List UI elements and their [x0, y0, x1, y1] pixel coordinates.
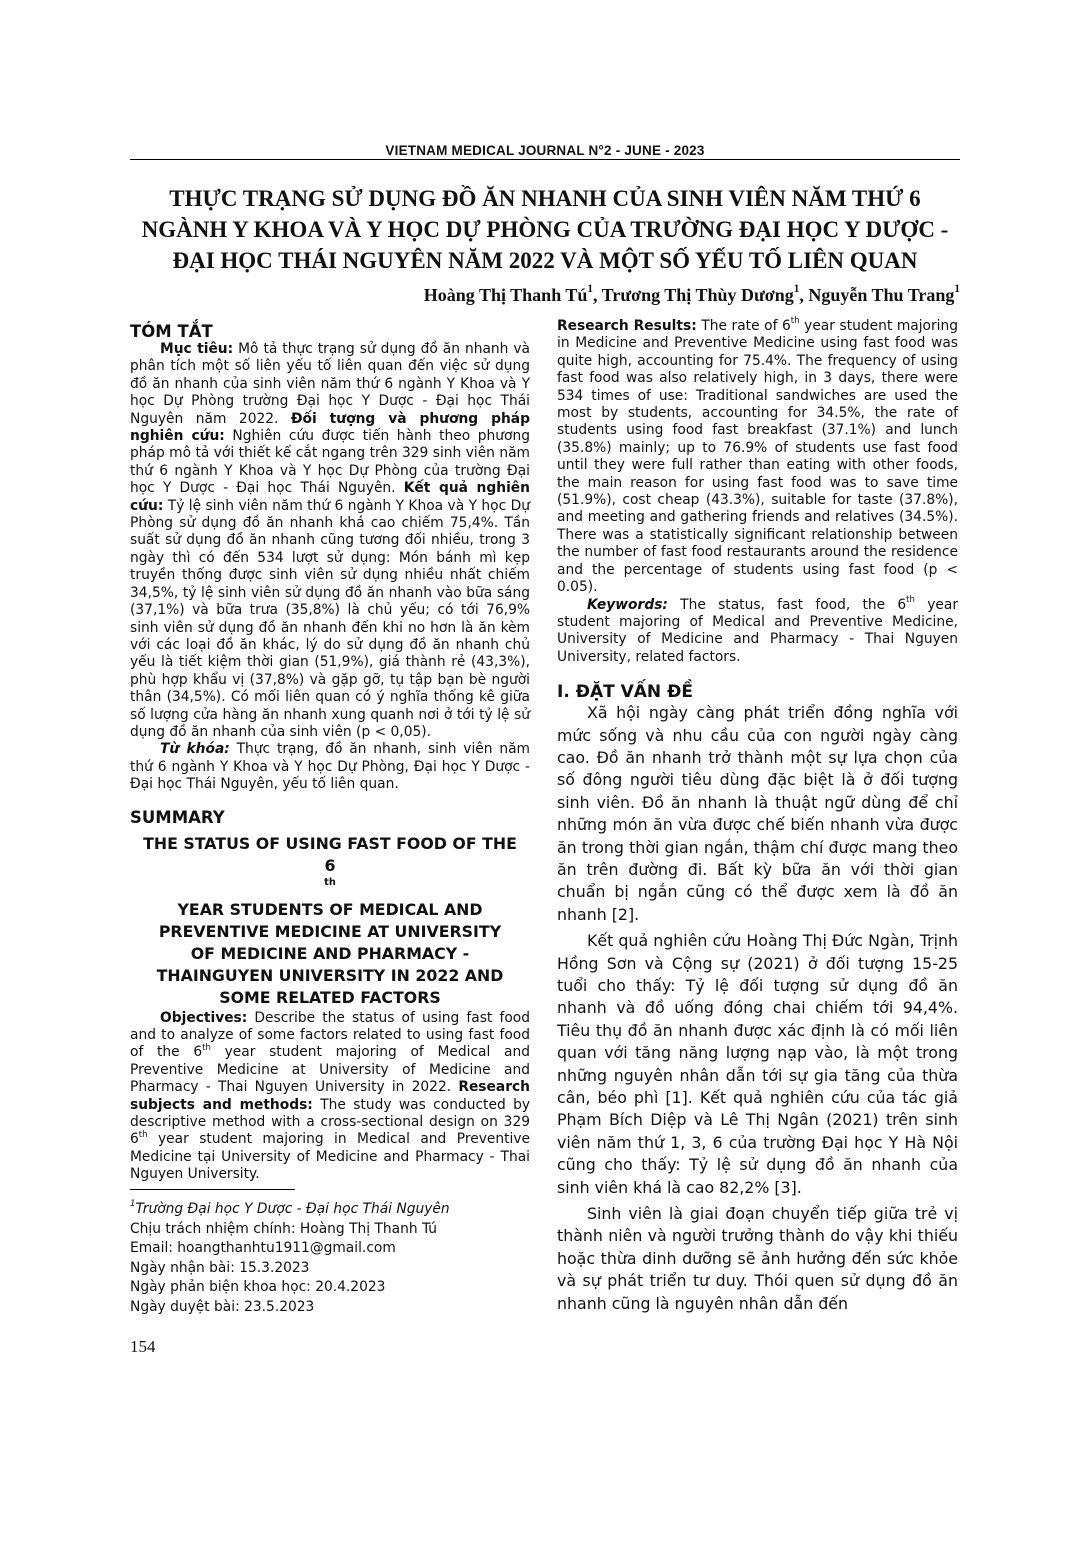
- en-title-line-3: PREVENTIVE MEDICINE AT UNIVERSITY: [158, 921, 502, 941]
- en-keyword-text-1: The status, fast food, the 6: [667, 596, 907, 613]
- vi-objective-label: Mục tiêu:: [160, 341, 234, 357]
- en-title-ordinal: 6: [324, 855, 336, 875]
- en-title-line-6: SOME RELATED FACTORS: [219, 987, 441, 1007]
- page-number: 154: [130, 1337, 156, 1356]
- footnote-mark: 1: [130, 1199, 136, 1210]
- header-rule: [130, 159, 960, 160]
- footnote-corresponding: Chịu trách nhiệm chính: Hoàng Thị Thanh Tú: [130, 1220, 438, 1237]
- vi-result-label: Kết quả nghiên cứu:: [130, 480, 530, 514]
- vi-abstract-body: [130, 341, 530, 741]
- title-line-2: NGÀNH Y KHOA VÀ Y HỌC DỰ PHÒNG CỦA TRƯỜNG ĐẠI HỌC Y DƯỢC -: [141, 217, 949, 242]
- en-abstract-body-cont: [557, 318, 958, 597]
- en-objective-sup: th: [202, 1042, 211, 1053]
- en-keyword-text-2: year student majoring of Medical and Preventive Medicine, University of Medicine and Pharmacy - Thai Nguyen University, related factors.: [557, 596, 958, 665]
- footnotes: [130, 1200, 530, 1318]
- en-objective-label: Objectives:: [160, 1009, 248, 1026]
- en-keyword-label: Keywords:: [587, 596, 668, 613]
- author-1-affiliation: 1: [587, 283, 593, 296]
- en-title-line-4: OF MEDICINE AND PHARMACY -: [190, 943, 470, 963]
- en-objective-text-2: year student majoring of Medical and Preventive Medicine at University of Medicine and Pharmacy - Thai Nguyen University in 2022.: [130, 1044, 530, 1096]
- en-title-line-5: THAINGUYEN UNIVERSITY IN 2022 AND: [156, 965, 504, 985]
- vi-method-label: Đối tượng và phương pháp nghiên cứu:: [130, 410, 530, 445]
- en-title: [130, 833, 530, 1009]
- vi-result-text: Tỷ lệ sinh viên năm thứ 6 ngành Y Khoa và Y học Dự Phòng sử dụng đồ ăn nhanh khá cao chiếm 75,4%. Tần suất sử dụng đồ ăn nhanh cũng tương đối nhiều, trong 3 ngày thì có đến 534 lượt sử dụng: Món bánh mì kẹp truyền thống được sinh viên sử dụng nhiều nhất chiếm 34,5%, tỷ lệ sinh viên sử dụng đồ ăn nhanh vào bữa sáng (37,1%) và bữa trưa (35,8%) là chủ yếu; có tới 76,9% sinh viên sử dụng đồ ăn nhanh đến khi no hơn là ăn kèm với các loại đồ ăn khác, lý do sử dụng đồ ăn nhanh chủ yếu là tiết kiệm thời gian (51,9%), giá thành rẻ (43,3%), phù hợp khẩu vị (37,8%) và gặp gỡ, tụ tập bạn bè người thân (34,5%). Có mối liên quan có ý nghĩa thống kê giữa số lượng cửa hàng ăn nhanh xung quanh nơi ở tới tỷ lệ sử dụng đồ ăn nhanh của sinh viên (p < 0,05).: [130, 497, 530, 740]
- footnote-reviewed: Ngày phản biện khoa học: 20.4.2023: [130, 1279, 386, 1296]
- en-result-text-2: year student majoring in Medicine and Preventive Medicine using fast food was quite high, accounting for 75.4%. The frequency of using fast food was also relatively high, in 3 days, there were 534 times of use: Traditional sandwiches are used the most by students, accounting for 34.5%, the rate of students using food fast breakfast (37.1%) and lunch (35.8%) mainly; up to 76.9% of students use fast food until they were full rather than eating with other foods, the main reason for using fast food was to save time (51.9%), cost cheap (43.3%), suitable for taste (37.8%), and meeting and gathering friends and relatives (34.5%). There was a statistically significant relationship between the number of fast food restaurants around the residence and the percentage of students using fast food (p < 0.05).: [557, 318, 958, 596]
- right-column: [557, 318, 958, 1315]
- vi-abstract-heading: TÓM TẮT: [130, 322, 213, 341]
- author-3-affiliation: 1: [954, 283, 960, 296]
- author-2: Trương Thị Thùy Dương: [601, 285, 794, 305]
- title-line-3: ĐẠI HỌC THÁI NGUYÊN NĂM 2022 VÀ MỘT SỐ YẾU TỐ LIÊN QUAN: [172, 248, 918, 273]
- vi-keyword-label: Từ khóa:: [160, 741, 230, 758]
- en-result-sup: th: [790, 316, 800, 327]
- author-1: Hoàng Thị Thanh Tú: [423, 285, 588, 305]
- en-objective-text-1: Describe the status of using fast food and to analyze of some factors related to using fast food of the 6: [130, 1009, 530, 1061]
- footnote-email: Email: hoangthanhtu1911@gmail.com: [130, 1240, 396, 1257]
- vi-method-text: Nghiên cứu được tiến hành theo phương pháp mô tả với thiết kế cắt ngang trên 329 sinh viên năm thứ 6 ngành Y Khoa và Y học Dự Phòng của trường Đại học Y Dược - Đại học Thái Nguyên.: [130, 428, 530, 497]
- en-keywords: [557, 594, 958, 667]
- footnote-affiliation: [130, 1200, 530, 1220]
- en-abstract-body-start: [130, 1010, 530, 1184]
- footnote-received: Ngày nhận bài: 15.3.2023: [130, 1259, 310, 1276]
- title-line-1: THỰC TRẠNG SỬ DỤNG ĐỒ ĂN NHANH CỦA SINH VIÊN NĂM THỨ 6: [169, 186, 921, 211]
- section-1-paragraph-1: Xã hội ngày càng phát triển đồng nghĩa với mức sống và nhu cầu của con người ngày càng cao. Đồ ăn nhanh trở thành một sự lựa chọn của số đông người tiêu dùng đặc biệt là ở đối tượng sinh viên. Đồ ăn nhanh là thuật ngữ dùng để chỉ những món ăn vừa được chế biến nhanh vừa được ăn trong thời gian ngắn, thậm chí được mang theo ăn trên đường đi. Bất kỳ bữa ăn với thời gian chuẩn bị ngắn cũng có thể được xem là đồ ăn nhanh [2].: [557, 703, 958, 924]
- author-3: Nguyễn Thu Trang: [808, 285, 955, 305]
- vi-keywords: [130, 741, 530, 793]
- footnote-accepted: Ngày duyệt bài: 23.5.2023: [130, 1298, 315, 1315]
- en-result-label: Research Results:: [557, 318, 697, 334]
- author-separator: ,: [799, 285, 809, 305]
- en-method-label: Research subjects and methods:: [130, 1079, 530, 1113]
- left-column: [130, 322, 530, 1184]
- en-result-text-1: The rate of 6: [696, 318, 791, 334]
- section-1-paragraph-2: Kết quả nghiên cứu Hoàng Thị Đức Ngàn, Trịnh Hồng Sơn và Cộng sự (2021) ở đối tượng 15-25 tuổi cho thấy: Tỷ lệ đối tượng sử dụng đồ ăn nhanh và đồ uống đóng chai chiếm tới 94,4%. Tiêu thụ đồ ăn nhanh được xác định là có mối liên quan với tăng năng lượng nạp vào, là một trong những nguyên nhân dẫn tới sự gia tăng của thừa cân, béo phì [1]. Kết quả nghiên cứu của tác giả Phạm Bích Diệp và Lê Thị Ngân (2021) trên sinh viên năm thứ 1, 3, 6 của trường Đại học Y Hà Nội cũng cho thấy: Tỷ lệ sử dụng đồ ăn nhanh của sinh viên khá là cao 82,2% [3].: [557, 931, 958, 1197]
- en-method-text-1: The study was conducted by descriptive method with a cross-sectional design on 329 6: [130, 1096, 531, 1148]
- en-title-line-2: [130, 855, 530, 921]
- section-1-paragraph-3: Sinh viên là giai đoạn chuyển tiếp giữa trẻ vị thành niên và người trưởng thành do vậy khi thiếu hoặc thừa dinh dưỡng sẽ ảnh hưởng đến sức khỏe và sự phát triển tư duy. Thói quen sử dụng đồ ăn nhanh cũng là nguyên nhân dẫn đến: [557, 1204, 958, 1313]
- footnote-affiliation-text: Trường Đại học Y Dược - Đại học Thái Nguyên: [135, 1201, 450, 1217]
- author-separator: ,: [592, 285, 602, 305]
- en-title-line-2-rest: YEAR STUDENTS OF MEDICAL AND: [177, 899, 483, 919]
- en-title-ordinal-suffix: th: [324, 876, 336, 888]
- section-1-heading: I. ĐẶT VẤN ĐỀ: [557, 682, 693, 703]
- author-list: [130, 285, 960, 306]
- journal-header: VIETNAM MEDICAL JOURNAL N°2 - JUNE - 2023: [385, 143, 705, 158]
- vi-objective-text: Mô tả thực trạng sử dụng đồ ăn nhanh và phân tích một số liên yếu tố liên quan đến việc sử dụng đồ ăn nhanh của sinh viên năm thứ 6 ngành Y Khoa và Y học Dự Phòng trường Đại học Y Dược - Đại học Thái Nguyên năm 2022.: [130, 341, 530, 427]
- article-title: [120, 183, 970, 276]
- en-method-sup: th: [138, 1129, 148, 1140]
- author-2-affiliation: 1: [793, 283, 800, 296]
- en-method-text-2: year student majoring in Medical and Preventive Medicine tại University of Medicine and Pharmacy - Thai Nguyen University.: [130, 1131, 530, 1183]
- en-title-line-1: THE STATUS OF USING FAST FOOD OF THE: [143, 833, 517, 853]
- summary-heading: SUMMARY: [130, 807, 225, 827]
- en-keyword-sup: th: [906, 594, 915, 605]
- vi-keyword-text: Thực trạng, đồ ăn nhanh, sinh viên năm thứ 6 ngành Y Khoa và Y học Dự Phòng, Đại học Y Dược - Đại học Thái Nguyên, yếu tố liên quan.: [130, 741, 531, 793]
- footnote-rule: [130, 1189, 295, 1190]
